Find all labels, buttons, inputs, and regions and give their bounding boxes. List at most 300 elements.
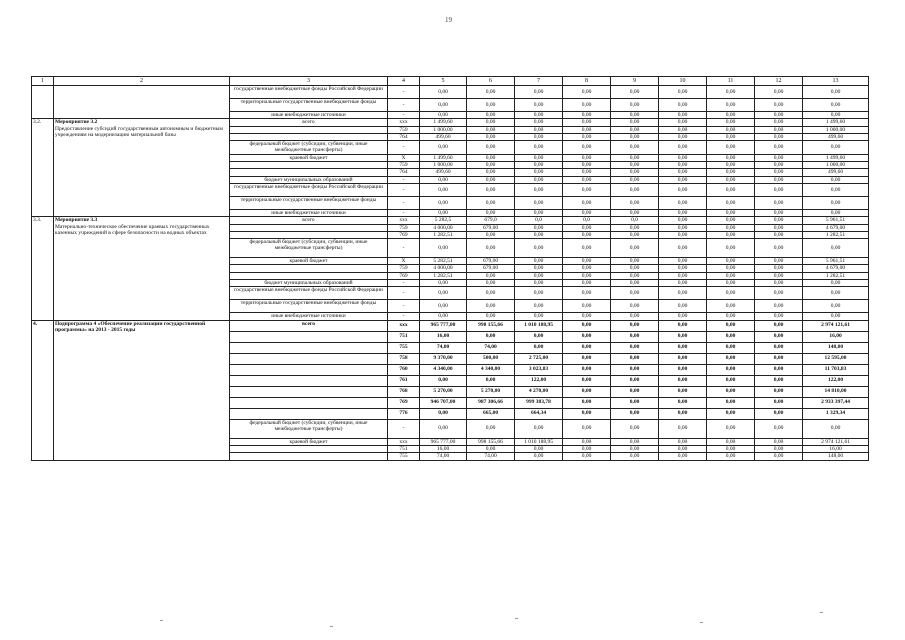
- funding-source: [230, 364, 388, 375]
- value-cell: 0,00: [755, 239, 803, 258]
- funding-source: иные внебюджетные источники: [230, 313, 388, 320]
- value-cell: 0,00: [467, 169, 515, 176]
- value-cell: 0,00: [611, 133, 659, 140]
- value-cell: 0,00: [707, 453, 755, 460]
- value-cell: 0,00: [659, 209, 707, 216]
- code-cell: -: [388, 196, 420, 209]
- value-cell: 499,60: [803, 133, 869, 140]
- code-cell: ххх: [388, 217, 420, 224]
- value-cell: 0,00: [467, 300, 515, 313]
- value-cell: 0,00: [755, 119, 803, 126]
- value-cell: 0,00: [707, 386, 755, 397]
- code-cell: Х: [388, 154, 420, 161]
- value-cell: 0,00: [803, 300, 869, 313]
- value-cell: 0,00: [563, 265, 611, 272]
- value-cell: 16,00: [803, 445, 869, 452]
- funding-source: [230, 231, 388, 238]
- value-cell: 0,00: [563, 126, 611, 133]
- value-cell: 0,00: [420, 280, 467, 287]
- funding-source: [230, 224, 388, 231]
- value-cell: 0,00: [611, 209, 659, 216]
- value-cell: 1 499,60: [803, 119, 869, 126]
- funding-source: [230, 408, 388, 419]
- funding-source: краевой бюджет: [230, 154, 388, 161]
- value-cell: 0,00: [611, 86, 659, 99]
- value-cell: 0,00: [515, 162, 563, 169]
- value-cell: 0,00: [467, 119, 515, 126]
- value-cell: 0,00: [611, 154, 659, 161]
- funding-source: государственные внебюджетные фонды Российской Федерации: [230, 86, 388, 99]
- column-number: 13: [803, 77, 869, 86]
- value-cell: 74,00: [420, 453, 467, 460]
- value-cell: 0,00: [420, 313, 467, 320]
- code-cell: 759: [388, 224, 420, 231]
- value-cell: 0,00: [420, 239, 467, 258]
- value-cell: 0,00: [755, 331, 803, 342]
- value-cell: 0,00: [755, 154, 803, 161]
- value-cell: 0,00: [420, 375, 467, 386]
- value-cell: 0,00: [659, 272, 707, 279]
- table-row: [32, 320, 869, 331]
- funding-source: федеральный бюджет (субсидии, субвенции, иные межбюджетные трансферты): [230, 141, 388, 155]
- funding-source: [230, 126, 388, 133]
- value-cell: 0,00: [611, 364, 659, 375]
- code-cell: 755: [388, 453, 420, 460]
- code-cell: -: [388, 300, 420, 313]
- code-cell: -: [388, 176, 420, 183]
- value-cell: 0,00: [707, 272, 755, 279]
- value-cell: 0,00: [755, 112, 803, 119]
- value-cell: 946 707,00: [420, 397, 467, 408]
- value-cell: 0,00: [803, 419, 869, 438]
- value-cell: 0,00: [420, 183, 467, 196]
- funding-source: [230, 375, 388, 386]
- table-row: [32, 119, 869, 126]
- funding-source: краевой бюджет: [230, 438, 388, 445]
- value-cell: 1 000,00: [803, 126, 869, 133]
- value-cell: 0,00: [755, 258, 803, 265]
- funding-source: территориальные государственные внебюджетные фонды: [230, 300, 388, 313]
- value-cell: 0,00: [515, 86, 563, 99]
- value-cell: 0,00: [563, 445, 611, 452]
- value-cell: 0,00: [659, 287, 707, 300]
- column-number: 5: [420, 77, 467, 86]
- value-cell: 0,00: [659, 419, 707, 438]
- funding-source: бюджет муниципальных образований: [230, 176, 388, 183]
- code-cell: -: [388, 86, 420, 99]
- value-cell: 0,00: [755, 162, 803, 169]
- column-number: 6: [467, 77, 515, 86]
- value-cell: 0,00: [707, 126, 755, 133]
- value-cell: 0,00: [707, 280, 755, 287]
- value-cell: 0,00: [707, 99, 755, 112]
- funding-source: краевой бюджет: [230, 258, 388, 265]
- value-cell: 0,00: [611, 112, 659, 119]
- code-cell: ххх: [388, 320, 420, 331]
- value-cell: 500,00: [467, 353, 515, 364]
- value-cell: 0,00: [611, 331, 659, 342]
- value-cell: 0,00: [420, 300, 467, 313]
- program-cell: [54, 320, 230, 460]
- value-cell: 0,00: [420, 141, 467, 155]
- value-cell: 0,00: [467, 375, 515, 386]
- value-cell: 0,00: [755, 133, 803, 140]
- value-cell: 0,00: [659, 438, 707, 445]
- value-cell: 5 961,51: [803, 258, 869, 265]
- code-cell: ххх: [388, 438, 420, 445]
- value-cell: 679,00: [467, 224, 515, 231]
- value-cell: 0,00: [515, 99, 563, 112]
- value-cell: 0,00: [659, 353, 707, 364]
- value-cell: 0,00: [755, 272, 803, 279]
- value-cell: 0,00: [611, 375, 659, 386]
- value-cell: 0,00: [659, 364, 707, 375]
- scan-dot: [820, 612, 823, 613]
- value-cell: 1 282,51: [803, 272, 869, 279]
- code-cell: -: [388, 112, 420, 119]
- value-cell: 122,00: [803, 375, 869, 386]
- scan-dot: [160, 620, 163, 621]
- code-cell: 751: [388, 331, 420, 342]
- value-cell: 0,00: [659, 453, 707, 460]
- value-cell: 0,00: [611, 320, 659, 331]
- value-cell: 0,00: [515, 280, 563, 287]
- value-cell: 0,00: [755, 126, 803, 133]
- funding-source: [230, 162, 388, 169]
- value-cell: 0,00: [563, 239, 611, 258]
- value-cell: 16,00: [420, 331, 467, 342]
- code-cell: -: [388, 141, 420, 155]
- value-cell: 0,00: [611, 408, 659, 419]
- value-cell: 0,00: [707, 183, 755, 196]
- column-number: 12: [755, 77, 803, 86]
- value-cell: 499,60: [420, 133, 467, 140]
- value-cell: 0,00: [755, 353, 803, 364]
- code-cell: 755: [388, 342, 420, 353]
- value-cell: 0,0: [611, 217, 659, 224]
- value-cell: 0,00: [515, 126, 563, 133]
- column-number: 9: [611, 77, 659, 86]
- value-cell: 0,00: [563, 438, 611, 445]
- value-cell: 0,00: [563, 272, 611, 279]
- value-cell: 3 023,83: [515, 364, 563, 375]
- code-cell: -: [388, 99, 420, 112]
- value-cell: 0,00: [515, 231, 563, 238]
- funding-source: государственные внебюджетные фонды Российской Федерации: [230, 287, 388, 300]
- value-cell: 0,00: [755, 287, 803, 300]
- value-cell: 0,00: [755, 86, 803, 99]
- value-cell: 0,00: [515, 313, 563, 320]
- value-cell: 4 270,00: [515, 386, 563, 397]
- value-cell: 0,00: [755, 217, 803, 224]
- funding-source: [230, 453, 388, 460]
- value-cell: 0,00: [611, 231, 659, 238]
- value-cell: 0,00: [563, 176, 611, 183]
- code-cell: 759: [388, 126, 420, 133]
- value-cell: 74,00: [420, 342, 467, 353]
- value-cell: 9 370,00: [420, 353, 467, 364]
- value-cell: 0,00: [707, 217, 755, 224]
- value-cell: 0,00: [467, 196, 515, 209]
- value-cell: 0,00: [420, 176, 467, 183]
- value-cell: 0,00: [707, 133, 755, 140]
- value-cell: 0,00: [467, 154, 515, 161]
- value-cell: 0,00: [755, 453, 803, 460]
- value-cell: 0,00: [515, 287, 563, 300]
- column-number-row: [32, 77, 869, 86]
- value-cell: 0,00: [707, 397, 755, 408]
- value-cell: 0,00: [563, 133, 611, 140]
- value-cell: 0,00: [515, 331, 563, 342]
- value-cell: 0,00: [803, 112, 869, 119]
- value-cell: 0,00: [707, 419, 755, 438]
- value-cell: 499,60: [803, 169, 869, 176]
- value-cell: 0,00: [467, 209, 515, 216]
- value-cell: 0,00: [659, 375, 707, 386]
- program-title: Мероприятие 3.3: [55, 217, 98, 224]
- value-cell: 0,00: [707, 176, 755, 183]
- column-number: 3: [230, 77, 388, 86]
- value-cell: 0,00: [515, 183, 563, 196]
- value-cell: 5 270,00: [467, 386, 515, 397]
- value-cell: 0,00: [611, 453, 659, 460]
- funding-source: [230, 133, 388, 140]
- value-cell: 0,00: [515, 196, 563, 209]
- value-cell: 1 000,00: [420, 162, 467, 169]
- value-cell: 665,00: [467, 408, 515, 419]
- value-cell: 0,00: [515, 169, 563, 176]
- value-cell: 0,00: [707, 265, 755, 272]
- value-cell: 0,00: [563, 386, 611, 397]
- code-cell: 761: [388, 375, 420, 386]
- value-cell: 1 499,60: [803, 154, 869, 161]
- value-cell: 0,00: [803, 99, 869, 112]
- code-cell: 758: [388, 353, 420, 364]
- value-cell: 0,00: [803, 209, 869, 216]
- value-cell: 0,00: [467, 86, 515, 99]
- value-cell: 0,00: [611, 280, 659, 287]
- funding-source: федеральный бюджет (субсидии, субвенции, иные межбюджетные трансферты): [230, 419, 388, 438]
- value-cell: 0,00: [659, 176, 707, 183]
- value-cell: 0,00: [707, 375, 755, 386]
- value-cell: 679,00: [467, 265, 515, 272]
- value-cell: 0,00: [803, 176, 869, 183]
- value-cell: 0,00: [563, 169, 611, 176]
- value-cell: 0,00: [659, 231, 707, 238]
- value-cell: 0,00: [659, 86, 707, 99]
- funding-source: государственные внебюджетные фонды Российской Федерации: [230, 183, 388, 196]
- value-cell: 0,00: [707, 364, 755, 375]
- code-cell: 776: [388, 408, 420, 419]
- value-cell: 1 499,60: [420, 154, 467, 161]
- row-number: 4.: [32, 320, 54, 460]
- value-cell: 1 499,60: [420, 119, 467, 126]
- value-cell: 0,00: [420, 86, 467, 99]
- funding-source: [230, 272, 388, 279]
- value-cell: 0,00: [611, 162, 659, 169]
- value-cell: 1 000,00: [803, 162, 869, 169]
- program-title: Подпрограмма 4 «Обеспечение реализации государственной программы» на 2013 - 2015 годы: [55, 320, 206, 333]
- value-cell: 0,00: [611, 258, 659, 265]
- value-cell: 0,00: [707, 112, 755, 119]
- value-cell: 0,00: [659, 154, 707, 161]
- value-cell: 0,00: [563, 231, 611, 238]
- row-number: [32, 86, 54, 119]
- value-cell: 0,00: [467, 287, 515, 300]
- value-cell: 0,00: [467, 231, 515, 238]
- value-cell: 74,00: [467, 342, 515, 353]
- value-cell: 0,00: [755, 375, 803, 386]
- value-cell: 0,00: [755, 445, 803, 452]
- column-number: 7: [515, 77, 563, 86]
- value-cell: 664,34: [515, 408, 563, 419]
- value-cell: 0,00: [515, 154, 563, 161]
- value-cell: 0,00: [420, 287, 467, 300]
- value-cell: 0,0: [515, 217, 563, 224]
- value-cell: 965 777,00: [420, 320, 467, 331]
- value-cell: 965 777,00: [420, 438, 467, 445]
- value-cell: 0,00: [659, 99, 707, 112]
- value-cell: 1 010 188,95: [515, 320, 563, 331]
- value-cell: 0,00: [659, 300, 707, 313]
- value-cell: 499,60: [420, 169, 467, 176]
- value-cell: 0,00: [563, 300, 611, 313]
- funding-source: иные внебюджетные источники: [230, 209, 388, 216]
- funding-source: [230, 386, 388, 397]
- value-cell: 0,00: [755, 438, 803, 445]
- value-cell: 0,00: [611, 119, 659, 126]
- code-cell: Х: [388, 258, 420, 265]
- value-cell: 0,00: [563, 141, 611, 155]
- value-cell: 0,00: [563, 375, 611, 386]
- value-cell: 0,00: [707, 313, 755, 320]
- value-cell: 0,00: [755, 265, 803, 272]
- value-cell: 0,00: [707, 258, 755, 265]
- value-cell: 5 282,5: [420, 217, 467, 224]
- value-cell: 0,00: [515, 265, 563, 272]
- value-cell: 0,00: [515, 419, 563, 438]
- value-cell: 0,00: [755, 196, 803, 209]
- value-cell: 0,00: [611, 272, 659, 279]
- value-cell: 0,00: [611, 397, 659, 408]
- value-cell: 0,00: [659, 320, 707, 331]
- value-cell: 0,00: [515, 112, 563, 119]
- value-cell: 0,00: [659, 445, 707, 452]
- value-cell: 0,00: [659, 397, 707, 408]
- value-cell: 0,00: [755, 224, 803, 231]
- value-cell: 0,00: [803, 196, 869, 209]
- value-cell: 0,00: [467, 126, 515, 133]
- value-cell: 148,00: [803, 453, 869, 460]
- value-cell: 0,00: [611, 169, 659, 176]
- value-cell: 0,00: [515, 224, 563, 231]
- value-cell: 5 961,51: [803, 217, 869, 224]
- value-cell: 1 282,51: [803, 231, 869, 238]
- value-cell: 0,00: [755, 99, 803, 112]
- column-number: 11: [707, 77, 755, 86]
- value-cell: 0,00: [755, 183, 803, 196]
- value-cell: 0,00: [467, 239, 515, 258]
- value-cell: 0,0: [563, 217, 611, 224]
- value-cell: 0,00: [563, 397, 611, 408]
- value-cell: 4 340,00: [467, 364, 515, 375]
- value-cell: 0,00: [515, 445, 563, 452]
- value-cell: 0,00: [563, 320, 611, 331]
- value-cell: 0,00: [707, 438, 755, 445]
- value-cell: 0,00: [563, 183, 611, 196]
- code-cell: 759: [388, 162, 420, 169]
- code-cell: 751: [388, 445, 420, 452]
- value-cell: 0,00: [755, 300, 803, 313]
- value-cell: 0,00: [707, 209, 755, 216]
- value-cell: 0,00: [707, 353, 755, 364]
- value-cell: 0,00: [515, 176, 563, 183]
- value-cell: 0,00: [755, 408, 803, 419]
- value-cell: 0,00: [659, 162, 707, 169]
- value-cell: 74,00: [467, 453, 515, 460]
- value-cell: 0,00: [611, 239, 659, 258]
- value-cell: 987 306,66: [467, 397, 515, 408]
- value-cell: 5 270,00: [420, 386, 467, 397]
- value-cell: 14 810,00: [803, 386, 869, 397]
- value-cell: 0,00: [563, 162, 611, 169]
- value-cell: 0,00: [563, 408, 611, 419]
- value-cell: 679,00: [467, 258, 515, 265]
- value-cell: 11 703,83: [803, 364, 869, 375]
- value-cell: 0,00: [755, 397, 803, 408]
- program-description: Материально-техническое обеспечение краевых государственных казенных учреждений в сфере безопасности на водных объектах: [55, 223, 210, 236]
- value-cell: 0,00: [611, 342, 659, 353]
- scan-dot: [515, 618, 518, 619]
- budget-table: [31, 76, 869, 461]
- value-cell: 0,00: [755, 169, 803, 176]
- value-cell: 0,00: [563, 224, 611, 231]
- value-cell: 0,00: [707, 196, 755, 209]
- column-number: 10: [659, 77, 707, 86]
- value-cell: 0,00: [707, 445, 755, 452]
- value-cell: 0,00: [515, 239, 563, 258]
- value-cell: 16,00: [803, 331, 869, 342]
- value-cell: 0,00: [707, 342, 755, 353]
- code-cell: -: [388, 183, 420, 196]
- value-cell: 0,00: [707, 231, 755, 238]
- value-cell: 0,00: [563, 119, 611, 126]
- value-cell: 0,00: [563, 280, 611, 287]
- value-cell: 0,00: [563, 453, 611, 460]
- code-cell: 768: [388, 386, 420, 397]
- value-cell: 0,00: [420, 99, 467, 112]
- value-cell: 0,00: [659, 119, 707, 126]
- value-cell: 0,00: [659, 217, 707, 224]
- value-cell: 0,00: [659, 196, 707, 209]
- code-cell: 760: [388, 364, 420, 375]
- funding-source: [230, 445, 388, 452]
- value-cell: 0,00: [420, 196, 467, 209]
- value-cell: 0,00: [467, 313, 515, 320]
- row-number: 3.2.: [32, 119, 54, 217]
- value-cell: 0,00: [467, 419, 515, 438]
- funding-source: территориальные государственные внебюджетные фонды: [230, 99, 388, 112]
- table-row: [32, 86, 869, 99]
- value-cell: 4 679,00: [803, 265, 869, 272]
- value-cell: 0,00: [563, 364, 611, 375]
- value-cell: 0,00: [467, 133, 515, 140]
- budget-table-sheet: [31, 76, 868, 461]
- value-cell: 4 679,00: [803, 224, 869, 231]
- program-title: Мероприятие 3.2: [55, 119, 98, 126]
- value-cell: 0,00: [755, 209, 803, 216]
- value-cell: 0,00: [659, 313, 707, 320]
